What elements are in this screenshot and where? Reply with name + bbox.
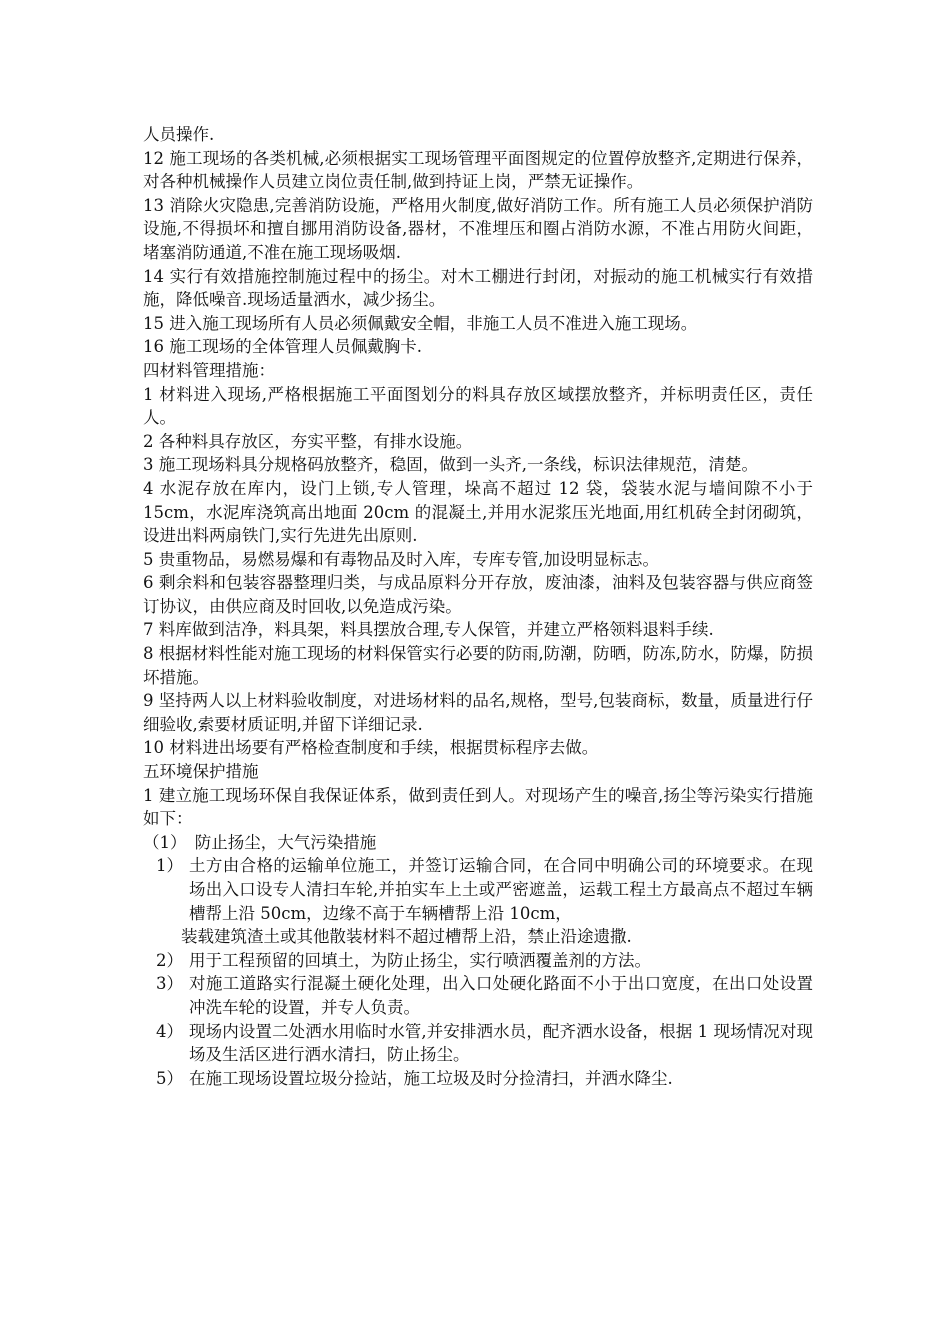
sub-heading-dust: （1） 防止扬尘，大气污染措施 [143, 832, 377, 852]
paragraph-item-16: 16 施工现场的全体管理人员佩戴胸卡. [143, 337, 422, 357]
list-item-number: 4） [156, 1021, 183, 1041]
paragraph-material-9: 9 坚持两人以上材料验收制度，对进场材料的品名,规格，型号,包装商标，数量，质量进行仔细验收,索要材质证明,并留下详细记录. [143, 691, 813, 734]
list-item [143, 1020, 813, 1067]
paragraph-material-8: 8 根据材料性能对施工现场的材料保管实行必要的防雨,防潮，防晒，防冻,防水，防爆，防损坏措施。 [143, 644, 813, 687]
paragraph-material-5: 5 贵重物品，易燃易爆和有毒物品及时入库，专库专管,加设明显标志。 [143, 549, 659, 569]
paragraph-material-2: 2 各种料具存放区，夯实平整，有排水设施。 [143, 431, 473, 451]
paragraph-continuation: 人员操作. [143, 125, 215, 144]
section-heading-materials: 四材料管理措施： [143, 360, 275, 380]
paragraph-material-1: 1 材料进入现场,严格根据施工平面图划分的料具存放区域摆放整齐，并标明责任区，责任人。 [143, 384, 813, 428]
list-item [143, 854, 813, 925]
list-item-text: 用于工程预留的回填土，为防止扬尘，实行喷洒覆盖剂的方法。 [189, 950, 651, 970]
list-item-continuation: 装载建筑渣土或其他散装材料不超过槽帮上沿，禁止沿途遗撒. [181, 927, 632, 947]
list-item-number: 3） [156, 974, 183, 994]
paragraph-item-13: 13 消除火灾隐患,完善消防设施，严格用火制度,做好消防工作。所有施工人员必须保护消防设施,不得损坏和擅自挪用消防设备,器材，不准埋压和圈占消防水源，不准占用防火间距，堵塞消防通道,不准在施工现场吸烟. [143, 195, 813, 262]
list-item-number: 1） [156, 856, 183, 876]
paragraph-item-15: 15 进入施工现场所有人员必须佩戴安全帽，非施工人员不准进入施工现场。 [143, 313, 698, 333]
paragraph-item-14: 14 实行有效措施控制施过程中的扬尘。对木工棚进行封闭，对振动的施工机械实行有效措施，降低噪音.现场适量洒水，减少扬尘。 [143, 266, 813, 310]
list-item [143, 972, 813, 1019]
list-item-text: 在施工现场设置垃圾分捡站，施工垃圾及时分捡清扫，并洒水降尘. [189, 1068, 673, 1088]
section-heading-environment: 五环境保护措施 [143, 762, 259, 782]
paragraph-material-4: 4 水泥存放在库内，设门上锁,专人管理，垛高不超过 12 袋，袋装水泥与墙间隙不小于 15cm，水泥库浇筑高出地面 20cm 的混凝土,并用水泥浆压光地面,用红机砖全封闭砌筑，设进出料两扇铁门,实行先进先出原则. [143, 478, 813, 546]
list-item-number: 5） [156, 1068, 183, 1088]
paragraph-environment-1: 1 建立施工现场环保自我保证体系，做到责任到人。对现场产生的噪音,扬尘等污染实行措施如下： [143, 785, 813, 829]
paragraph-material-6: 6 剩余料和包装容器整理归类，与成品原料分开存放，废油漆，油料及包装容器与供应商签订协议，由供应商及时回收,以免造成污染。 [143, 573, 813, 616]
paragraph-material-10: 10 材料进出场要有严格检查制度和手续，根据贯标程序去做。 [143, 738, 599, 758]
list-item [143, 949, 813, 973]
list-item-text: 土方由合格的运输单位施工，并签订运输合同，在合同中明确公司的环境要求。在现场出入口设专人清扫车轮,并拍实车上土或严密遮盖，运载工程土方最高点不超过车辆槽帮上沿 50cm，边缘不高于车辆槽帮上沿 10cm， [189, 856, 813, 923]
paragraph-item-12: 12 施工现场的各类机械,必须根据实工现场管理平面图规定的位置停放整齐,定期进行保养，对各种机械操作人员建立岗位责任制,做到持证上岗，严禁无证操作。 [143, 148, 813, 192]
list-item-number: 2） [156, 950, 183, 970]
document-body [143, 123, 813, 1090]
list-item [143, 1067, 813, 1091]
paragraph-material-3: 3 施工现场料具分规格码放整齐，稳固，做到一头齐,一条线，标识法律规范，清楚。 [143, 455, 758, 475]
list-item-text: 对施工道路实行混凝土硬化处理，出入口处硬化路面不小于出口宽度，在出口处设置冲洗车轮的设置，并专人负责。 [189, 974, 813, 1017]
list-item-text: 现场内设置二处洒水用临时水管,并安排洒水员，配齐洒水设备，根据 1 现场情况对现场及生活区进行洒水清扫，防止扬尘。 [189, 1021, 813, 1065]
paragraph-material-7: 7 料库做到洁净，料具架，料具摆放合理,专人保管，并建立严格领料退料手续. [143, 620, 714, 640]
